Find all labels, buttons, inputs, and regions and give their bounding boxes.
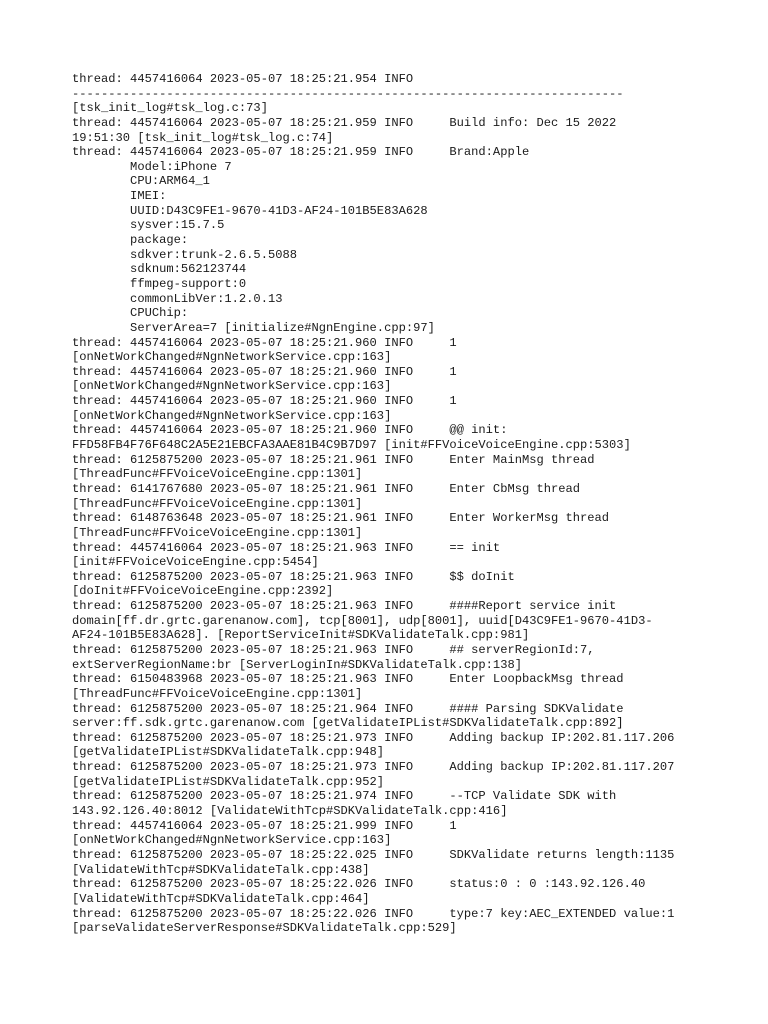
- log-line: server:ff.sdk.grtc.garenanow.com [getValidateIPList#SDKValidateTalk.cpp:892]: [72, 716, 624, 731]
- log-line: [parseValidateServerResponse#SDKValidateTalk.cpp:529]: [72, 921, 457, 936]
- log-line: [ValidateWithTcp#SDKValidateTalk.cpp:438]: [72, 862, 370, 877]
- log-line: commonLibVer:1.2.0.13: [72, 291, 283, 306]
- log-line: package:: [72, 233, 189, 248]
- log-line: thread: 6125875200 2023-05-07 18:25:21.963 INFO ## serverRegionId:7,: [72, 642, 595, 657]
- log-line: [tsk_init_log#tsk_log.c:73]: [72, 101, 268, 116]
- log-line: thread: 4457416064 2023-05-07 18:25:21.960 INFO 1: [72, 364, 457, 379]
- log-line: ServerArea=7 [initialize#NgnEngine.cpp:97]: [72, 320, 435, 335]
- log-line: thread: 4457416064 2023-05-07 18:25:21.960 INFO 1: [72, 394, 457, 409]
- log-line: CPUChip:: [72, 306, 189, 321]
- log-line: 143.92.126.40:8012 [ValidateWithTcp#SDKValidateTalk.cpp:416]: [72, 804, 508, 819]
- log-line: [onNetWorkChanged#NgnNetworkService.cpp:163]: [72, 408, 392, 423]
- log-line: thread: 6125875200 2023-05-07 18:25:21.964 INFO #### Parsing SDKValidate: [72, 701, 624, 716]
- log-line: [ValidateWithTcp#SDKValidateTalk.cpp:464]: [72, 891, 370, 906]
- log-line: thread: 6125875200 2023-05-07 18:25:22.025 INFO SDKValidate returns length:1135: [72, 847, 675, 862]
- log-line: [onNetWorkChanged#NgnNetworkService.cpp:163]: [72, 379, 392, 394]
- log-line: [init#FFVoiceVoiceEngine.cpp:5454]: [72, 555, 319, 570]
- log-line: [ThreadFunc#FFVoiceVoiceEngine.cpp:1301]: [72, 525, 363, 540]
- log-line: thread: 6125875200 2023-05-07 18:25:22.026 INFO status:0 : 0 :143.92.126.40: [72, 877, 646, 892]
- log-line: thread: 4457416064 2023-05-07 18:25:21.954 INFO: [72, 72, 414, 86]
- log-line: [ThreadFunc#FFVoiceVoiceEngine.cpp:1301]: [72, 686, 363, 701]
- log-line: thread: 6125875200 2023-05-07 18:25:21.961 INFO Enter MainMsg thread: [72, 452, 595, 467]
- log-line: thread: 4457416064 2023-05-07 18:25:21.959 INFO Brand:Apple: [72, 145, 530, 160]
- log-line: [onNetWorkChanged#NgnNetworkService.cpp:163]: [72, 350, 392, 365]
- log-line: thread: 6148763648 2023-05-07 18:25:21.961 INFO Enter WorkerMsg thread: [72, 511, 610, 526]
- log-line: extServerRegionName:br [ServerLoginIn#SDKValidateTalk.cpp:138]: [72, 657, 522, 672]
- log-line: thread: 6141767680 2023-05-07 18:25:21.961 INFO Enter CbMsg thread: [72, 481, 581, 496]
- log-line: ffmpeg-support:0: [72, 276, 247, 291]
- log-line: sysver:15.7.5: [72, 218, 225, 233]
- log-line: thread: 4457416064 2023-05-07 18:25:21.999 INFO 1: [72, 818, 457, 833]
- log-line: [ThreadFunc#FFVoiceVoiceEngine.cpp:1301]: [72, 496, 363, 511]
- log-line: thread: 4457416064 2023-05-07 18:25:21.960 INFO @@ init:: [72, 423, 508, 438]
- log-line: [ThreadFunc#FFVoiceVoiceEngine.cpp:1301]: [72, 467, 363, 482]
- log-line: UUID:D43C9FE1-9670-41D3-AF24-101B5E83A628: [72, 203, 428, 218]
- log-line: FFD58FB4F76F648C2A5E21EBCFA3AAE81B4C9B7D97 [init#FFVoiceVoiceEngine.cpp:5303]: [72, 438, 631, 453]
- log-line: thread: 4457416064 2023-05-07 18:25:21.960 INFO 1: [72, 335, 457, 350]
- log-line: sdknum:562123744: [72, 262, 247, 277]
- log-line: thread: 6125875200 2023-05-07 18:25:21.963 INFO $$ doInit: [72, 569, 515, 584]
- log-line: [getValidateIPList#SDKValidateTalk.cpp:948]: [72, 745, 385, 760]
- log-line: thread: 4457416064 2023-05-07 18:25:21.959 INFO Build info: Dec 15 2022: [72, 115, 617, 130]
- log-line: [getValidateIPList#SDKValidateTalk.cpp:952]: [72, 774, 385, 789]
- log-line: Model:iPhone 7: [72, 159, 232, 174]
- log-document: [72, 72, 762, 936]
- log-line: ----------------------------------------------------------------------------: [72, 86, 624, 101]
- log-line: AF24-101B5E83A628]. [ReportServiceInit#SDKValidateTalk.cpp:981]: [72, 628, 530, 643]
- log-line: 19:51:30 [tsk_init_log#tsk_log.c:74]: [72, 130, 334, 145]
- log-line: thread: 6125875200 2023-05-07 18:25:21.963 INFO ####Report service init: [72, 599, 617, 614]
- log-line: IMEI:: [72, 189, 167, 204]
- log-line: domain[ff.dr.grtc.garenanow.com], tcp[8001], udp[8001], uuid[D43C9FE1-9670-41D3-: [72, 613, 653, 628]
- log-line: thread: 6150483968 2023-05-07 18:25:21.963 INFO Enter LoopbackMsg thread: [72, 672, 624, 687]
- log-line: CPU:ARM64_1: [72, 174, 210, 189]
- log-line: [onNetWorkChanged#NgnNetworkService.cpp:163]: [72, 833, 392, 848]
- log-line: [doInit#FFVoiceVoiceEngine.cpp:2392]: [72, 584, 334, 599]
- log-line: sdkver:trunk-2.6.5.5088: [72, 247, 297, 262]
- log-line: thread: 6125875200 2023-05-07 18:25:21.974 INFO --TCP Validate SDK with: [72, 789, 617, 804]
- log-line: thread: 4457416064 2023-05-07 18:25:21.963 INFO == init: [72, 540, 501, 555]
- log-line: thread: 6125875200 2023-05-07 18:25:21.973 INFO Adding backup IP:202.81.117.206: [72, 730, 675, 745]
- log-line: thread: 6125875200 2023-05-07 18:25:22.026 INFO type:7 key:AEC_EXTENDED value:1: [72, 906, 675, 921]
- log-line: thread: 6125875200 2023-05-07 18:25:21.973 INFO Adding backup IP:202.81.117.207: [72, 760, 675, 775]
